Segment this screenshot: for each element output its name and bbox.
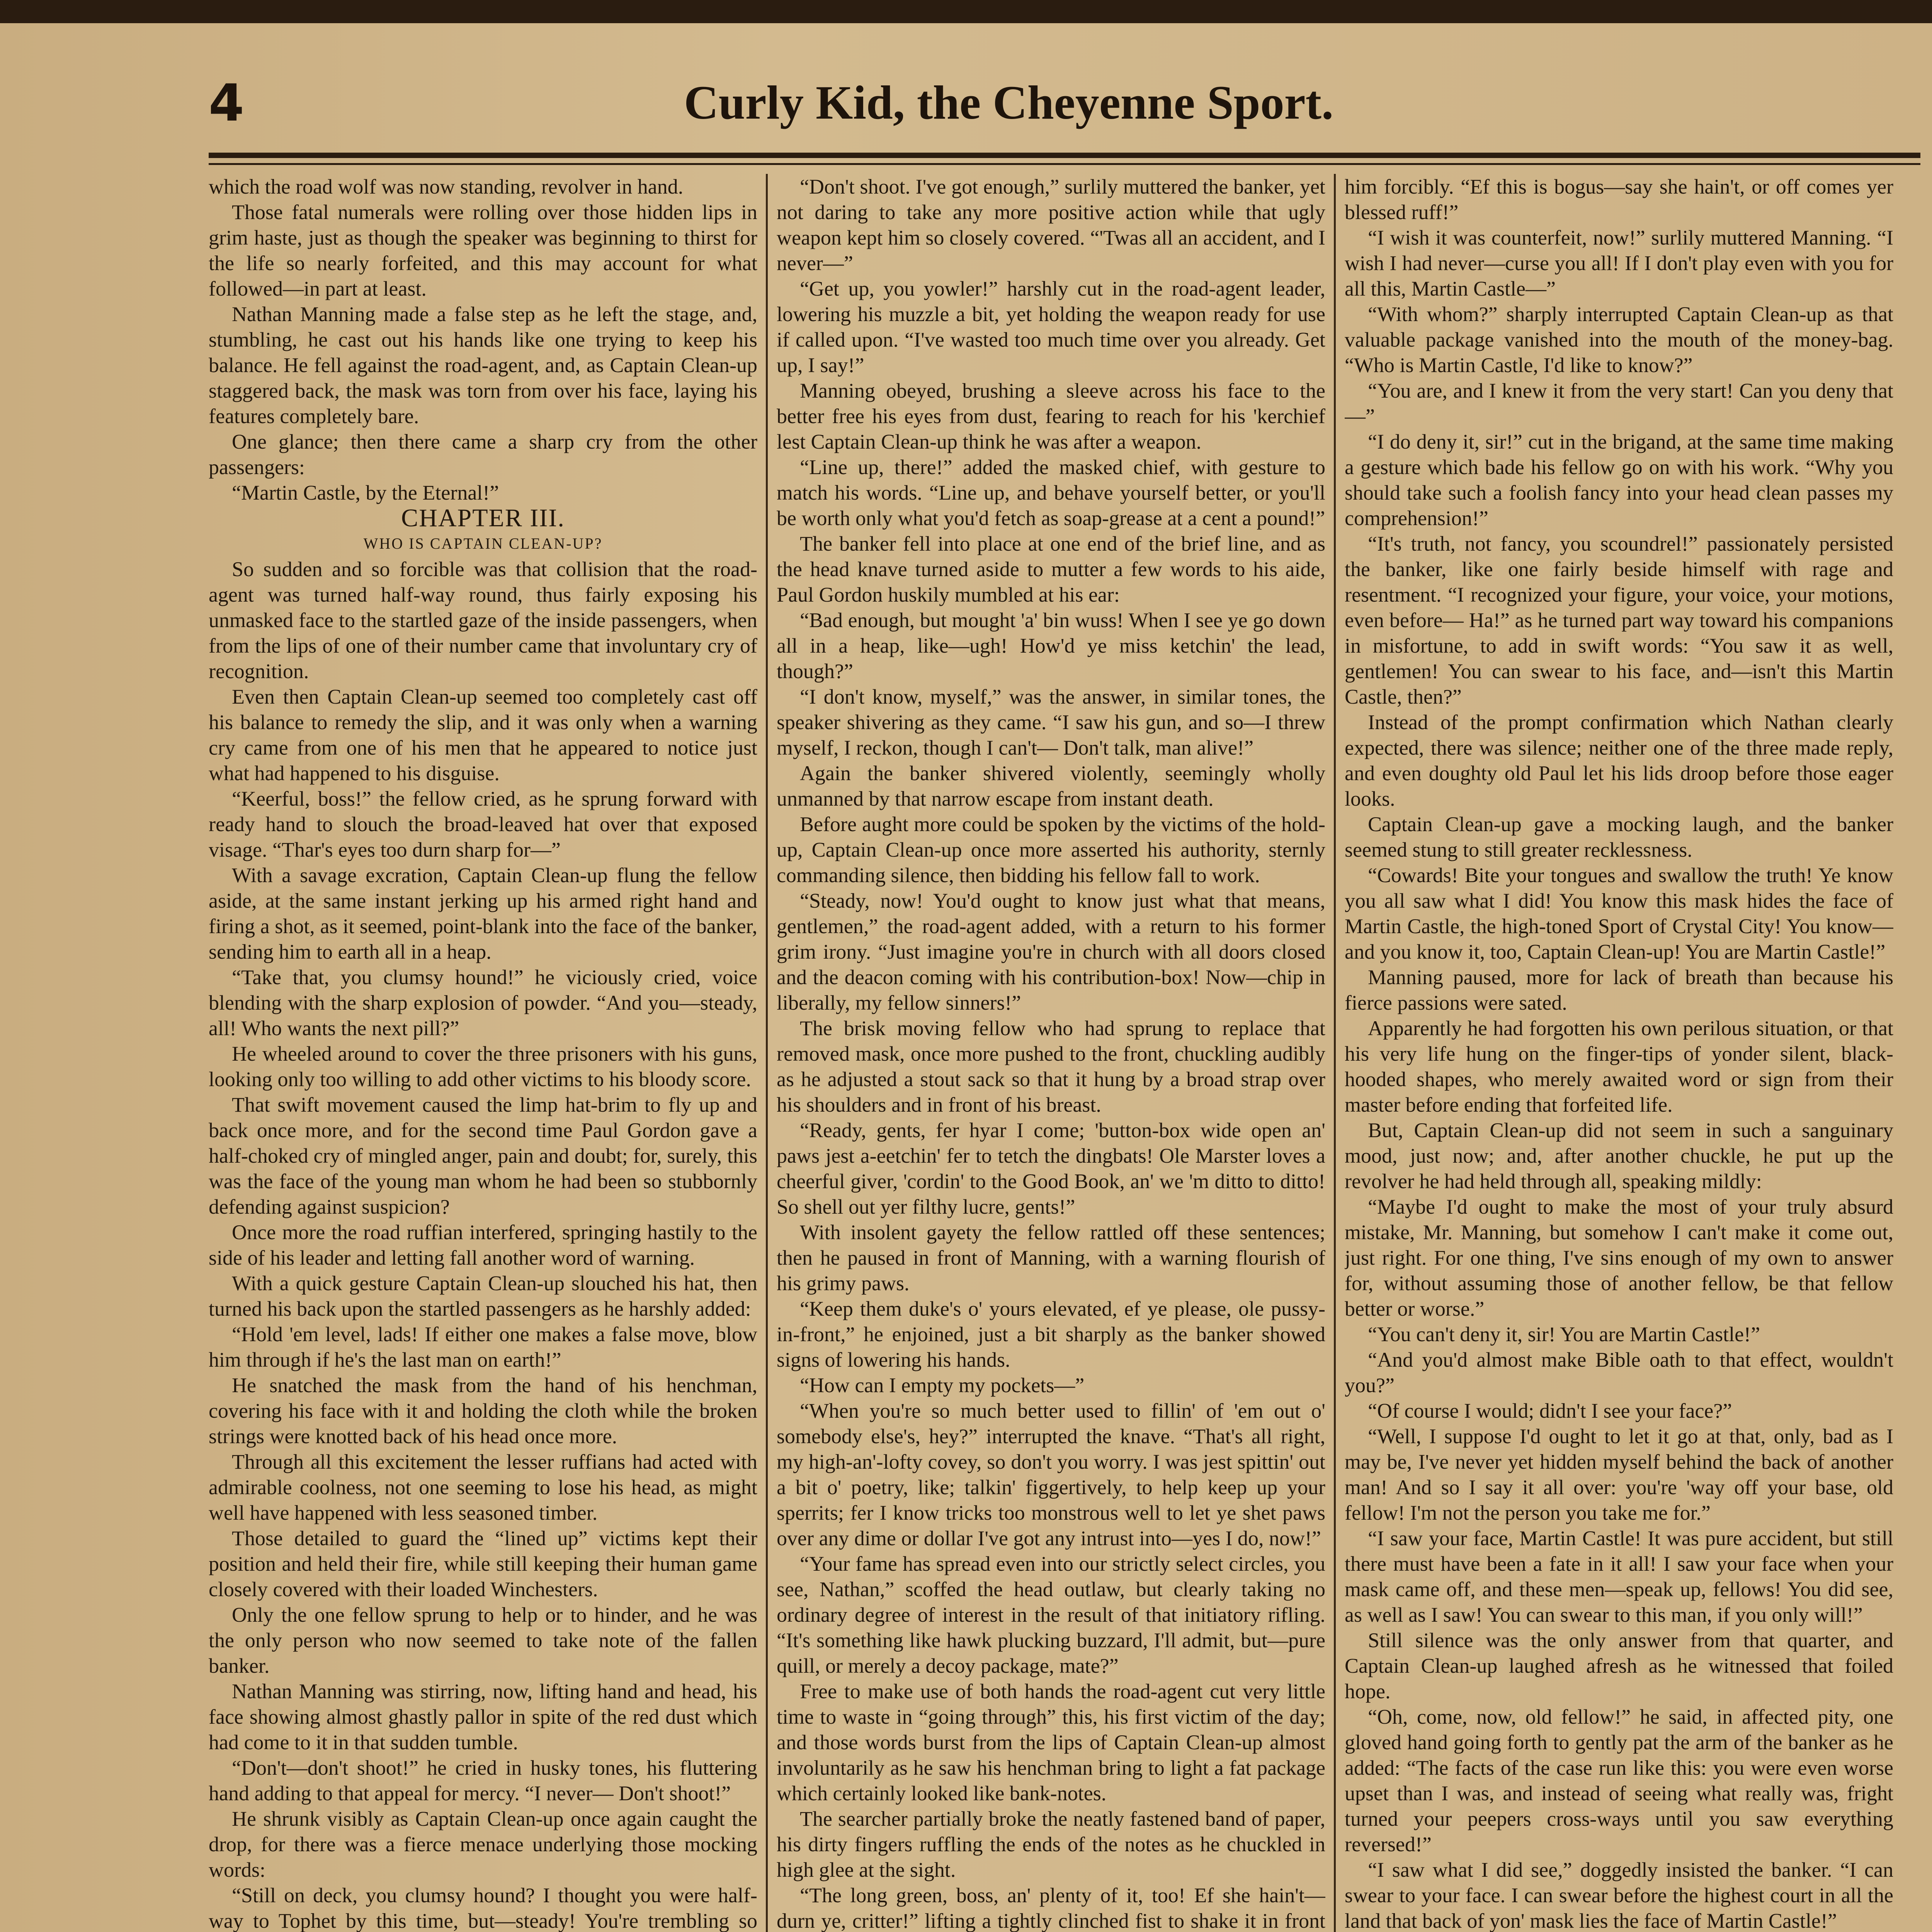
paragraph: “How can I empty my pockets—” xyxy=(800,1374,1085,1397)
chapter-subtitle: WHO IS CAPTAIN CLEAN-UP? xyxy=(363,535,603,552)
paragraph: “I do deny it, sir!” cut in the brigand, at the same time making a gesture which bade his fellow go on with his work. “Why you should take such a foolish fancy into your head clean passes my comprehension!” xyxy=(1345,430,1893,530)
paragraph: “I wish it was counterfeit, now!” surlily muttered Manning. “I wish I had never—curse you all! If I don't play even with you for all this, Martin Castle—” xyxy=(1345,226,1893,300)
binding-staple-icon xyxy=(1930,556,1932,607)
paragraph: “Keep them duke's o' yours elevated, ef ye please, ole pussy-in-front,” he enjoined, just a bit sharply as the banker showed signs of lowering his hands. xyxy=(777,1297,1325,1371)
paragraph: “Keerful, boss!” the fellow cried, as he sprung forward with ready hand to slouch the broad-leaved hat over that exposed visage. “Thar's eyes too durn sharp for—” xyxy=(209,787,757,861)
binding-staple-icon xyxy=(1930,164,1932,214)
paragraph: Those detailed to guard the “lined up” victims kept their position and held their fire, while still keeping their human game closely covered with their loaded Winchesters. xyxy=(209,1527,757,1601)
paragraph: “Steady, now! You'd ought to know just what that means, gentlemen,” the road-agent added, with a return to his former grim irony. “Just imagine you're in church with all doors closed and the deacon coming with his contribution-box! Now—chip in liberally, my fellow sinners!” xyxy=(777,889,1325,1014)
paragraph: “Martin Castle, by the Eternal!” xyxy=(232,481,499,504)
paragraph: He wheeled around to cover the three prisoners with his guns, looking only too willing to add other victims to his bloody score. xyxy=(209,1042,757,1091)
paragraph: Still silence was the only answer from that quarter, and Captain Clean-up laughed afresh as he witnessed that foiled hope. xyxy=(1345,1629,1893,1703)
page-header xyxy=(209,58,1920,158)
paragraph: him forcibly. “Ef this is bogus—say she hain't, or off comes yer blessed ruff!” xyxy=(1345,175,1893,224)
binding-staple-icon xyxy=(1930,1474,1932,1524)
header-rule xyxy=(209,153,1920,158)
paragraph: Instead of the prompt confirmation which Nathan clearly expected, there was silence; neither one of the three made reply, and even doughty old Paul let his lids droop before those eager looks. xyxy=(1345,711,1893,810)
paragraph: which the road wolf was now standing, revolver in hand. xyxy=(209,175,684,198)
paragraph: “Don't shoot. I've got enough,” surlily muttered the banker, yet not daring to take any more positive action while that ugly weapon kept him so closely covered. “'Twas all an accident, and I never—” xyxy=(777,175,1325,275)
paragraph: “Get up, you yowler!” harshly cut in the road-agent leader, lowering his muzzle a bit, yet holding the weapon ready for use if called upon. “I've wasted too much time over you already. Get up, I say!” xyxy=(777,277,1325,377)
paragraph: “I don't know, myself,” was the answer, in similar tones, the speaker shivering as they came. “I saw his gun, and so—I threw myself, I reckon, though I can't— Don't talk, man alive!” xyxy=(777,685,1325,759)
paragraph: The banker fell into place at one end of the brief line, and as the head knave turned aside to mutter a few words to his aide, Paul Gordon huskily mumbled at his ear: xyxy=(777,532,1325,606)
paragraph: So sudden and so forcible was that collision that the road-agent was turned half-way round, thus fairly exposing his unmasked face to the startled gaze of the inside passengers, when from the lips of one of their number came that involuntary cry of recognition. xyxy=(209,558,757,683)
paragraph: Again the banker shivered violently, seemingly wholly unmanned by that narrow escape from instant death. xyxy=(777,762,1325,810)
column-divider xyxy=(766,174,768,1932)
column-2 xyxy=(777,174,1325,1932)
paragraph: Nathan Manning was stirring, now, lifting hand and head, his face showing almost ghastly pallor in spite of the red dust which had come to it in that sudden tumble. xyxy=(209,1680,757,1754)
paragraph: Before aught more could be spoken by the victims of the hold-up, Captain Clean-up once more asserted his authority, sternly commanding silence, then bidding his fellow fall to work. xyxy=(777,813,1325,887)
column-3 xyxy=(1345,174,1893,1932)
paragraph: With a savage excration, Captain Clean-up flung the fellow aside, at the same instant jerking up his armed right hand and firing a shot, as it seemed, point-blank into the face of the banker, sending him to earth all in a heap. xyxy=(209,864,757,963)
column-1-body xyxy=(209,556,757,1932)
paragraph: “Still on deck, you clumsy hound? I thought you were half-way to Tophet by this time, but—steady! You're trembling so xyxy=(209,1884,757,1932)
column-1-opening xyxy=(209,174,757,505)
paragraph: Once more the road ruffian interfered, springing hastily to the side of his leader and letting fall another word of warning. xyxy=(209,1221,757,1269)
running-title: Curly Kid, the Cheyenne Sport. xyxy=(684,76,1333,129)
header-rule xyxy=(209,163,1920,165)
paragraph: “Bad enough, but mought 'a' bin wuss! When I see ye go down all in a heap, like—ugh! How'd ye miss ketchin' the lead, though?” xyxy=(777,609,1325,683)
paragraph: Free to make use of both hands the road-agent cut very little time to waste in “going through” this, his first victim of the day; and those words burst from the lips of Captain Clean-up almost involuntarily as he saw his henchman bring to light a fat package which certainly looked like bank-notes. xyxy=(777,1680,1325,1805)
paragraph: Only the one fellow sprung to help or to hinder, and he was the only person who now seemed to take note of the fallen banker. xyxy=(209,1603,757,1677)
paragraph: The brisk moving fellow who had sprung to replace that removed mask, once more pushed to the front, chuckling audibly as he adjusted a stout sack so that it hung by a broad strap over his shoulders and in front of his breast. xyxy=(777,1017,1325,1116)
paragraph: “You can't deny it, sir! You are Martin Castle!” xyxy=(1368,1323,1760,1346)
paragraph: “With whom?” sharply interrupted Captain Clean-up as that valuable package vanished into the mouth of the money-bag. “Who is Martin Castle, I'd like to know?” xyxy=(1345,303,1893,377)
paragraph: He snatched the mask from the hand of his henchman, covering his face with it and holding the cloth while the broken strings were knotted back of his head once more. xyxy=(209,1374,757,1448)
paragraph: “I saw your face, Martin Castle! It was pure accident, but still there must have been a fate in it all! I saw your face when your mask came off, and these men—speak up, fellows! You did see, as well as I saw! You can swear to this man, if you only will!” xyxy=(1345,1527,1893,1626)
paragraph: Captain Clean-up gave a mocking laugh, and the banker seemed stung to still greater recklessness. xyxy=(1345,813,1893,861)
paragraph: Manning paused, more for lack of breath than because his fierce passions were sated. xyxy=(1345,966,1893,1014)
paragraph: “Hold 'em level, lads! If either one makes a false move, blow him through if he's the last man on earth!” xyxy=(209,1323,757,1371)
page-number: 4 xyxy=(209,73,244,133)
column-1 xyxy=(209,174,757,1932)
paragraph: “When you're so much better used to fillin' of 'em out o' somebody else's, hey?” interrupted the knave. “That's all right, my high-an'-lofty covey, so don't you worry. I was jest spittin' out a bit o' poetry, like; talkin' figgertively, to help keep up your sperrits; fer I know tricks too monstrous well to let ye shet paws over any dime or dollar I've got any intrust into—yes I do, now!” xyxy=(777,1399,1325,1550)
paragraph: “I saw what I did see,” doggedly insisted the banker. “I can swear to your face. I can swear before the highest court in all the land that back of yon' mask lies the face of Martin Castle!” xyxy=(1345,1858,1893,1932)
paragraph: “Your fame has spread even into our strictly select circles, you see, Nathan,” scoffed the head outlaw, but clearly taking no ordinary degree of interest in the result of that initiatory rifling. “It's something like hawk plucking buzzard, I'll admit, but—pure quill, or merely a decoy package, mate?” xyxy=(777,1552,1325,1677)
paragraph: Apparently he had forgotten his own perilous situation, or that his very life hung on the finger-tips of yonder silent, black-hooded shapes, who merely awaited word or sign from their master before ending that forfeited life. xyxy=(1345,1017,1893,1116)
paragraph: He shrunk visibly as Captain Clean-up once again caught the drop, for there was a fierce menace underlying those mocking words: xyxy=(209,1807,757,1881)
paragraph: “You are, and I knew it from the very start! Can you deny that—” xyxy=(1345,379,1893,428)
paragraph: Those fatal numerals were rolling over those hidden lips in grim haste, just as though the speaker was beginning to thirst for the life so nearly forfeited, and this may account for what followed—in part at least. xyxy=(209,201,757,300)
paragraph: “The long green, boss, an' plenty of it, too! Ef she hain't—durn ye, critter!” lifting a tightly clinched fist to shake it in front xyxy=(777,1884,1325,1932)
paragraph: With a quick gesture Captain Clean-up slouched his hat, then turned his back upon the startled passengers as he harshly added: xyxy=(209,1272,757,1320)
paragraph: That swift movement caused the limp hat-brim to fly up and back once more, and for the second time Paul Gordon gave a half-choked cry of mingled anger, pain and doubt; for, surely, this was the face of the young man whom he had been so stubbornly defending against suspicion? xyxy=(209,1093,757,1218)
paragraph: The searcher partially broke the neatly fastened band of paper, his dirty fingers ruffling the ends of the notes as he chuckled in high glee at the sight. xyxy=(777,1807,1325,1881)
column-divider xyxy=(1334,174,1336,1932)
paragraph: “Don't—don't shoot!” he cried in husky tones, his fluttering hand adding to that appeal for mercy. “I never— Don't shoot!” xyxy=(209,1756,757,1805)
paragraph: “And you'd almost make Bible oath to that effect, wouldn't you?” xyxy=(1345,1348,1893,1397)
paragraph: But, Captain Clean-up did not seem in such a sanguinary mood, just now; and, after another chuckle, he put up the revolver he had held through all, speaking mildly: xyxy=(1345,1119,1893,1193)
paragraph: Manning obeyed, brushing a sleeve across his face to the better free his eyes from dust, fearing to reach for his 'kerchief lest Captain Clean-up think he was after a weapon. xyxy=(777,379,1325,453)
paragraph: “Line up, there!” added the masked chief, with gesture to match his words. “Line up, and behave yourself better, or you'll be worth only what you'd fetch as soap-grease at a cent a pound!” xyxy=(777,456,1325,530)
paragraph: “It's truth, not fancy, you scoundrel!” passionately persisted the banker, like one fairly beside himself with rage and resentment. “I recognized your figure, your voice, your motions, even before— Ha!” as he turned part way toward his companions in misfortune, to add in swift words: “You saw it as well, gentlemen! You can swear to his face, and—isn't this Martin Castle, then?” xyxy=(1345,532,1893,708)
paragraph: “Ready, gents, fer hyar I come; 'button-box wide open an' paws jest a-eetchin' fer to tetch the dingbats! Ole Marster loves a cheerful giver, 'cordin' to the Good Book, an' we 'm ditto to ditto! So shell out yer filthy lucre, gents!” xyxy=(777,1119,1325,1218)
paragraph: “Of course I would; didn't I see your face?” xyxy=(1368,1399,1732,1422)
paragraph: “Maybe I'd ought to make the most of your truly absurd mistake, Mr. Manning, but somehow I can't make it come out, just right. For one thing, I've sins enough of my own to answer for, without assuming those of another fellow, be that fellow better or worse.” xyxy=(1345,1195,1893,1320)
paragraph: Through all this excitement the lesser ruffians had acted with admirable coolness, not one seeming to lose his head, as might well have happened with less seasoned timber. xyxy=(209,1450,757,1524)
paragraph: “Cowards! Bite your tongues and swallow the truth! Ye know you all saw what I did! You know this mask hides the face of Martin Castle, the high-toned Sport of Crystal City! You know—and you know it, too, Captain Clean-up! You are Martin Castle!” xyxy=(1345,864,1893,963)
paragraph: With insolent gayety the fellow rattled off these sentences; then he paused in front of Manning, with a warning flourish of his grimy paws. xyxy=(777,1221,1325,1295)
paragraph: “Oh, come, now, old fellow!” he said, in affected pity, one gloved hand going forth to gently pat the arm of the banker as he added: “The facts of the case run like this: you were even worse upset than I was, and instead of seeing what really was, fright turned your peepers cross-ways until you saw everything reversed!” xyxy=(1345,1705,1893,1856)
paragraph: “Well, I suppose I'd ought to let it go at that, only, bad as I may be, I've never yet hidden myself behind the back of another man! And so I say it all over: you're 'way off your base, old fellow! I'm not the person you take me for.” xyxy=(1345,1425,1893,1524)
paragraph: Nathan Manning made a false step as he left the stage, and, stumbling, he cast out his hands like one trying to keep his balance. He fell against the road-agent, and, as Captain Clean-up staggered back, the mask was torn from over his face, laying his features completely bare. xyxy=(209,303,757,428)
paragraph: One glance; then there came a sharp cry from the other passengers: xyxy=(209,430,757,479)
paragraph: “Take that, you clumsy hound!” he viciously cried, voice blending with the sharp explosion of powder. “And you—steady, all! Who wants the next pill?” xyxy=(209,966,757,1040)
paragraph: Even then Captain Clean-up seemed too completely cast off his balance to remedy the slip, and it was only when a warning cry came from one of his men that he appeared to notice just what had happened to his disguise. xyxy=(209,685,757,785)
chapter-title: CHAPTER III. xyxy=(401,504,565,532)
